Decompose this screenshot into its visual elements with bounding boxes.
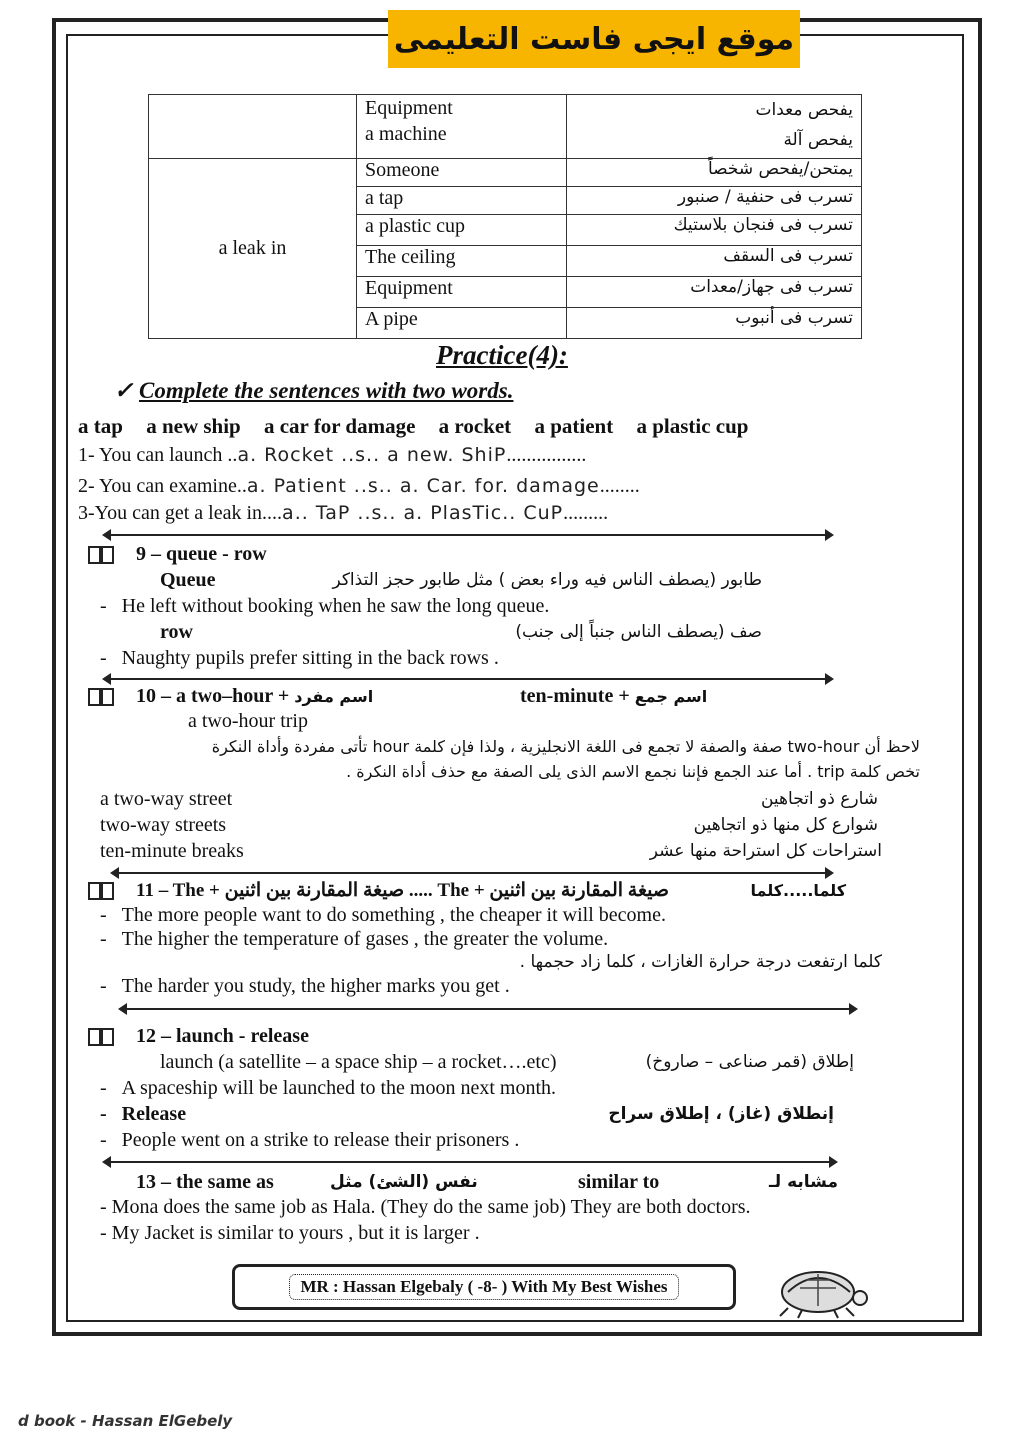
practice-sentence-3: 3-You can get a leak in....a.. TaP ..s.. a. PlasTic.. CuP......... [78,502,609,524]
table-cell-ar: تسرب فى حنفية / صنبور [567,187,862,215]
queue-example: - He left without booking when he saw the long queue. [100,595,550,617]
word-bank-item: a patient [534,414,614,438]
table-cell-en: Equipment a machine [357,95,567,159]
table-cell-ar: يفحص معدات يفحص آلة [567,95,862,159]
launch-arabic: إطلاق (قمر صناعى – صاروخ) [645,1052,854,1072]
section-11-heading: 11 – The + صيغة المقارنة بين اثنين ..... The + صيغة المقارنة بين اثنين [136,880,669,901]
word-bank [78,414,766,439]
release-arabic: إنطلاق (غاز) ، إطلاق سراح [608,1104,834,1124]
table-cell-ar: يمتحن/يفحص شخصاً [567,159,862,187]
book-icon [88,688,114,706]
leak-label-cell [149,159,357,339]
launch-example: - A spaceship will be launched to the moon next month. [100,1077,557,1099]
pair-ar: استراحات كل استراحة منها عشر [649,841,882,861]
practice-sentence-1: 1- You can launch ..a. Rocket ..s.. a new. ShiP................ [78,444,587,466]
practice-title: Practice(4): [436,340,568,370]
handwritten-answer: a. Rocket ..s.. a new. ShiP [237,444,507,466]
similar-to-arabic: مشابه لـ [768,1172,838,1192]
word-bank-item: a plastic cup [636,414,749,438]
row-example: - Naughty pupils prefer sitting in the back rows . [100,647,499,669]
practice-instruction: ✓ Complete the sentences with two words. [114,378,514,403]
divider-arrow [104,678,832,680]
same-as-example: - Mona does the same job as Hala. (They do the same job) They are both doctors. [100,1196,751,1218]
launch-definition: launch (a satellite – a space ship – a rocket….etc) [160,1051,557,1073]
table-cell-ar: تسرب فى فنجان بلاستيك [567,215,862,246]
table-cell-en: Someone [357,159,567,187]
table-cell-en: Equipment [357,277,567,308]
word-bank-item: a car for damage [263,414,416,438]
release-example: - People went on a strike to release their prisoners . [100,1129,520,1151]
check-icon: ✓ [114,378,134,403]
table-cell-ar: تسرب فى أنبوب [567,308,862,339]
queue-label: Queue [160,569,216,591]
section-12-heading: 12 – launch - release [136,1025,309,1047]
footer-box [232,1264,736,1310]
divider-arrow [120,1008,856,1010]
pair-ar: شوارع كل منها ذو اتجاهين [693,815,878,835]
comparison-example-2-arabic: كلما ارتفعت درجة حرارة الغازات ، كلما زاد حجمها . [519,952,882,972]
table-empty-cell [149,95,357,159]
table-cell-ar: تسرب فى السقف [567,246,862,277]
row-label: row [160,621,193,643]
queue-arabic: طابور (يصطف الناس فيه وراء بعض ) مثل طابور حجز التذاكر [332,570,762,590]
pair-ar: شارع ذو اتجاهين [760,789,878,809]
pair-en: two-way streets [100,814,227,836]
comparison-example-1: - The more people want to do something , the cheaper it will become. [100,904,666,926]
table-cell-en: a plastic cup [357,215,567,246]
section-10-heading-a: 10 – a two–hour + اسم مفرد [136,685,374,707]
section-9-heading: 9 – queue - row [136,543,267,565]
row-arabic: صف (يصطف الناس جنباً إلى جنب) [515,622,762,642]
comparison-example-3: - The harder you study, the higher marks you get . [100,975,510,997]
book-icon [88,546,114,564]
comparison-example-2: - The higher the temperature of gases , the greater the volume. [100,928,609,950]
table-cell-ar: تسرب فى جهاز/معدات [567,277,862,308]
section-10-heading-b: ten-minute + اسم جمع [520,685,708,707]
word-bank-item: a rocket [438,414,512,438]
similar-to: similar to [578,1171,660,1193]
divider-arrow [104,534,832,536]
site-banner: موقع ايجى فاست التعليمى [388,10,800,68]
pair-en: ten-minute breaks [100,840,244,862]
table-cell-en: The ceiling [357,246,567,277]
vocab-table [148,94,862,339]
credit-text: d book - Hassan ElGebely [18,1412,233,1430]
divider-arrow [104,1161,836,1163]
two-hour-example: a two-hour trip [188,710,308,732]
pair-en: a two-way street [100,788,233,810]
table-cell-en: A pipe [357,308,567,339]
practice-sentence-2: 2- You can examine..a. Patient ..s.. a. Car. for. damage........ [78,475,640,497]
same-as-arabic: نفس (الشئ) مثل [330,1172,478,1192]
divider-arrow [112,872,832,874]
turtle-logo-icon [766,1258,874,1320]
footer-text: MR : Hassan Elgebaly ( -8- ) With My Best Wishes [289,1274,678,1300]
word-bank-item: a new ship [146,414,241,438]
section-11-heading-arabic: كلما.....كلما [750,881,846,900]
similar-to-example: - My Jacket is similar to yours , but it is larger . [100,1222,480,1244]
two-hour-note-1: لاحظ أن two-hour صفة والصفة لا تجمع فى اللغة الانجليزية ، ولذا فإن كلمة hour تأتى مفردة وأداة النكرة [211,737,920,756]
leak-label: a leak in [218,237,287,259]
book-icon [88,1028,114,1046]
handwritten-answer: a. Patient ..s.. a. Car. for. damage [246,475,600,497]
release-label: - Release [100,1103,187,1125]
word-bank-item: a tap [78,414,123,438]
table-cell-en: a tap [357,187,567,215]
two-hour-note-2: تخص كلمة trip . أما عند الجمع فإننا نجمع الاسم الذى يلى الصفة مع حذف أداة النكرة . [346,762,920,781]
section-13-heading: 13 – the same as [136,1171,274,1193]
handwritten-answer: a.. TaP ..s.. a. PlasTic.. CuP [282,502,564,524]
book-icon [88,882,114,900]
